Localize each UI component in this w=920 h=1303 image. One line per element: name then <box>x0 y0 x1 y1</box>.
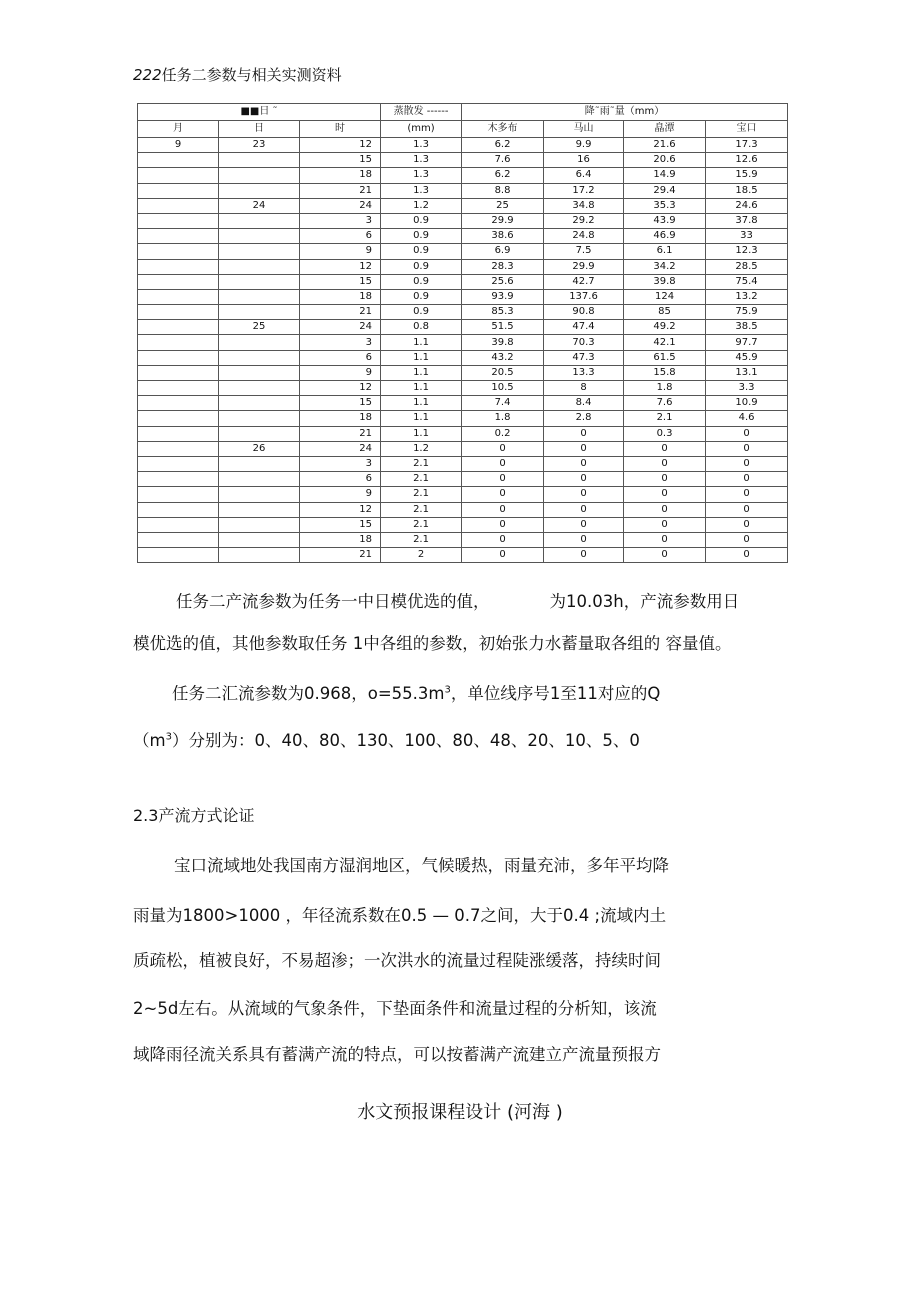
evap-cell: 0.9 <box>381 305 462 320</box>
table-row <box>138 350 788 365</box>
day-cell <box>219 411 300 426</box>
evap-cell: 0.9 <box>381 213 462 228</box>
hour-cell: 18 <box>300 289 381 304</box>
month-cell <box>138 532 219 547</box>
rainfall-cell: 0 <box>462 487 544 502</box>
rainfall-cell: 3.3 <box>706 381 788 396</box>
evap-cell: 2 <box>381 548 462 563</box>
text-segment: 为10.03h，产流参数用日 <box>549 592 740 611</box>
rainfall-cell: 37.8 <box>706 213 788 228</box>
table-row <box>138 472 788 487</box>
rainfall-cell: 25 <box>462 198 544 213</box>
table-row <box>138 381 788 396</box>
text-segment: 任务二汇流参数为0.968， <box>172 684 368 703</box>
table-row <box>138 274 788 289</box>
evap-cell: 1.1 <box>381 426 462 441</box>
header-evaporation: 蒸散发 ------ <box>381 104 462 121</box>
month-cell <box>138 502 219 517</box>
table-row <box>138 289 788 304</box>
rainfall-cell: 0 <box>462 502 544 517</box>
rainfall-cell: 93.9 <box>462 289 544 304</box>
rainfall-cell: 1.8 <box>462 411 544 426</box>
hour-cell: 6 <box>300 472 381 487</box>
rainfall-cell: 2.1 <box>624 411 706 426</box>
rainfall-cell: 0 <box>624 548 706 563</box>
rainfall-cell: 0 <box>706 502 788 517</box>
rainfall-cell: 0 <box>624 441 706 456</box>
rainfall-cell: 10.9 <box>706 396 788 411</box>
table-row <box>138 335 788 350</box>
evap-cell: 1.2 <box>381 441 462 456</box>
rainfall-cell: 61.5 <box>624 350 706 365</box>
rainfall-cell: 124 <box>624 289 706 304</box>
hour-cell: 24 <box>300 198 381 213</box>
day-cell <box>219 365 300 380</box>
text-segment: o=55.3m <box>367 684 445 703</box>
table-row <box>138 396 788 411</box>
paragraph-3-line-3: 质疏松，植被良好，不易超渗；一次洪水的流量过程陡涨缓落，持续时间 <box>133 951 661 970</box>
rainfall-cell: 8 <box>544 381 624 396</box>
rainfall-cell: 6.1 <box>624 244 706 259</box>
rainfall-cell: 33 <box>706 229 788 244</box>
hour-cell: 21 <box>300 183 381 198</box>
rainfall-cell: 49.2 <box>624 320 706 335</box>
day-cell <box>219 381 300 396</box>
day-cell <box>219 274 300 289</box>
day-cell <box>219 350 300 365</box>
rainfall-cell: 8.8 <box>462 183 544 198</box>
rainfall-cell: 0 <box>544 532 624 547</box>
rainfall-cell: 0 <box>462 532 544 547</box>
rainfall-cell: 6.2 <box>462 138 544 153</box>
rainfall-cell: 24.6 <box>706 198 788 213</box>
rainfall-cell: 1.8 <box>624 381 706 396</box>
rainfall-cell: 0 <box>544 502 624 517</box>
text-segment: （m <box>133 731 166 750</box>
superscript: 3 <box>444 684 451 696</box>
rainfall-cell: 38.6 <box>462 229 544 244</box>
hour-cell: 15 <box>300 274 381 289</box>
rainfall-cell: 25.6 <box>462 274 544 289</box>
day-cell <box>219 335 300 350</box>
rainfall-cell: 85 <box>624 305 706 320</box>
table-row <box>138 441 788 456</box>
month-cell <box>138 411 219 426</box>
hour-cell: 24 <box>300 441 381 456</box>
day-cell <box>219 487 300 502</box>
month-cell <box>138 168 219 183</box>
rainfall-cell: 28.5 <box>706 259 788 274</box>
evap-cell: 1.1 <box>381 411 462 426</box>
col-station: 宝口 <box>706 121 788 138</box>
hour-cell: 21 <box>300 426 381 441</box>
month-cell <box>138 274 219 289</box>
rainfall-cell: 0 <box>706 426 788 441</box>
month-cell <box>138 229 219 244</box>
rainfall-cell: 0 <box>544 487 624 502</box>
table-row <box>138 213 788 228</box>
rainfall-cell: 75.9 <box>706 305 788 320</box>
rainfall-cell: 29.2 <box>544 213 624 228</box>
rainfall-cell: 38.5 <box>706 320 788 335</box>
rainfall-cell: 0 <box>624 472 706 487</box>
rainfall-cell: 42.1 <box>624 335 706 350</box>
rainfall-cell: 0 <box>544 441 624 456</box>
day-cell <box>219 456 300 471</box>
rainfall-cell: 0 <box>706 517 788 532</box>
page-footer: 水文预报课程设计 (河海 ) <box>357 1102 563 1123</box>
evap-cell: 2.1 <box>381 517 462 532</box>
rainfall-cell: 16 <box>544 153 624 168</box>
month-cell <box>138 487 219 502</box>
month-cell <box>138 305 219 320</box>
rainfall-cell: 6.9 <box>462 244 544 259</box>
table-row <box>138 320 788 335</box>
rainfall-cell: 47.4 <box>544 320 624 335</box>
rainfall-cell: 51.5 <box>462 320 544 335</box>
evap-cell: 1.3 <box>381 168 462 183</box>
rainfall-cell: 15.8 <box>624 365 706 380</box>
table-row <box>138 198 788 213</box>
month-cell <box>138 153 219 168</box>
hour-cell: 9 <box>300 244 381 259</box>
rainfall-cell: 46.9 <box>624 229 706 244</box>
rainfall-cell: 42.7 <box>544 274 624 289</box>
rainfall-cell: 0 <box>544 548 624 563</box>
hour-cell: 21 <box>300 305 381 320</box>
rainfall-cell: 20.5 <box>462 365 544 380</box>
evap-cell: 1.1 <box>381 365 462 380</box>
rainfall-cell: 13.2 <box>706 289 788 304</box>
day-cell <box>219 289 300 304</box>
day-cell <box>219 259 300 274</box>
table-row <box>138 517 788 532</box>
rainfall-cell: 12.3 <box>706 244 788 259</box>
rainfall-cell: 0 <box>624 517 706 532</box>
hour-cell: 3 <box>300 213 381 228</box>
table-body <box>138 138 788 563</box>
rainfall-cell: 10.5 <box>462 381 544 396</box>
rainfall-cell: 29.9 <box>462 213 544 228</box>
rainfall-cell: 0 <box>462 472 544 487</box>
col-evap-unit: (mm) <box>381 121 462 138</box>
month-cell <box>138 320 219 335</box>
rainfall-cell: 0 <box>624 502 706 517</box>
table-row <box>138 548 788 563</box>
rainfall-cell: 43.9 <box>624 213 706 228</box>
evap-cell: 2.1 <box>381 532 462 547</box>
text-segment: ）分别为：0、40、80、130、100、80、48、20、10、5、0 <box>171 731 640 750</box>
rainfall-cell: 7.4 <box>462 396 544 411</box>
paragraph-1-line-2: 模优选的值，其他参数取任务 1中各组的参数，初始张力水蓄量取各组的 容量值。 <box>133 634 732 653</box>
hour-cell: 6 <box>300 229 381 244</box>
rainfall-cell: 7.5 <box>544 244 624 259</box>
rainfall-cell: 6.4 <box>544 168 624 183</box>
rainfall-cell: 137.6 <box>544 289 624 304</box>
evap-cell: 1.3 <box>381 138 462 153</box>
hour-cell: 21 <box>300 548 381 563</box>
day-cell <box>219 229 300 244</box>
rainfall-cell: 0.3 <box>624 426 706 441</box>
month-cell <box>138 350 219 365</box>
day-cell <box>219 472 300 487</box>
table-row <box>138 138 788 153</box>
rainfall-cell: 85.3 <box>462 305 544 320</box>
rainfall-cell: 0 <box>706 456 788 471</box>
day-cell <box>219 168 300 183</box>
rainfall-cell: 90.8 <box>544 305 624 320</box>
table-row <box>138 153 788 168</box>
table-header-row-1 <box>138 104 788 121</box>
rainfall-cell: 0 <box>624 532 706 547</box>
rainfall-cell: 13.3 <box>544 365 624 380</box>
month-cell <box>138 289 219 304</box>
evap-cell: 2.1 <box>381 456 462 471</box>
day-cell <box>219 426 300 441</box>
hour-cell: 15 <box>300 153 381 168</box>
evap-cell: 2.1 <box>381 472 462 487</box>
table-row <box>138 487 788 502</box>
evap-cell: 0.9 <box>381 229 462 244</box>
rainfall-cell: 14.9 <box>624 168 706 183</box>
month-cell <box>138 426 219 441</box>
month-cell <box>138 396 219 411</box>
hour-cell: 15 <box>300 396 381 411</box>
hour-cell: 18 <box>300 411 381 426</box>
paragraph-2-line-1 <box>172 680 660 704</box>
hour-cell: 15 <box>300 517 381 532</box>
table-header-row-2 <box>138 121 788 138</box>
month-cell <box>138 548 219 563</box>
month-cell <box>138 381 219 396</box>
day-cell: 24 <box>219 198 300 213</box>
rainfall-cell: 9.9 <box>544 138 624 153</box>
hour-cell: 9 <box>300 487 381 502</box>
day-cell <box>219 396 300 411</box>
day-cell <box>219 183 300 198</box>
evap-cell: 0.9 <box>381 274 462 289</box>
month-cell <box>138 259 219 274</box>
evap-cell: 1.2 <box>381 198 462 213</box>
rainfall-cell: 0 <box>462 456 544 471</box>
col-month: 月 <box>138 121 219 138</box>
day-cell <box>219 213 300 228</box>
paragraph-2-line-2 <box>133 727 640 751</box>
header-date: ■■日 ˜ <box>138 104 381 121</box>
day-cell: 25 <box>219 320 300 335</box>
rainfall-cell: 29.9 <box>544 259 624 274</box>
month-cell <box>138 335 219 350</box>
hour-cell: 3 <box>300 456 381 471</box>
rainfall-cell: 15.9 <box>706 168 788 183</box>
rainfall-cell: 12.6 <box>706 153 788 168</box>
hour-cell: 18 <box>300 532 381 547</box>
rainfall-cell: 0 <box>462 548 544 563</box>
day-cell <box>219 244 300 259</box>
paragraph-1-line-1 <box>176 588 739 612</box>
rainfall-cell: 29.4 <box>624 183 706 198</box>
rainfall-cell: 24.8 <box>544 229 624 244</box>
evap-cell: 2.1 <box>381 502 462 517</box>
rainfall-cell: 7.6 <box>624 396 706 411</box>
hour-cell: 18 <box>300 168 381 183</box>
hour-cell: 12 <box>300 381 381 396</box>
rainfall-cell: 97.7 <box>706 335 788 350</box>
month-cell <box>138 365 219 380</box>
rainfall-cell: 34.8 <box>544 198 624 213</box>
table-row <box>138 168 788 183</box>
month-cell <box>138 198 219 213</box>
month-cell <box>138 183 219 198</box>
rainfall-cell: 0 <box>544 517 624 532</box>
month-cell <box>138 213 219 228</box>
rainfall-cell: 0 <box>544 472 624 487</box>
evap-cell: 1.3 <box>381 153 462 168</box>
rainfall-cell: 17.2 <box>544 183 624 198</box>
day-cell: 23 <box>219 138 300 153</box>
rainfall-cell: 6.2 <box>462 168 544 183</box>
rainfall-cell: 7.6 <box>462 153 544 168</box>
evap-cell: 0.9 <box>381 259 462 274</box>
evap-cell: 1.3 <box>381 183 462 198</box>
table-row <box>138 244 788 259</box>
heading-2-3: 2.3产流方式论证 <box>133 806 255 825</box>
paragraph-3-line-5: 域降雨径流关系具有蓄满产流的特点，可以按蓄满产流建立产流量预报方 <box>133 1045 661 1064</box>
table-row <box>138 259 788 274</box>
month-cell <box>138 472 219 487</box>
table-row <box>138 411 788 426</box>
rainfall-cell: 28.3 <box>462 259 544 274</box>
evap-cell: 1.1 <box>381 396 462 411</box>
rainfall-cell: 34.2 <box>624 259 706 274</box>
evap-cell: 1.1 <box>381 350 462 365</box>
rainfall-cell: 17.3 <box>706 138 788 153</box>
evap-cell: 1.1 <box>381 335 462 350</box>
hour-cell: 12 <box>300 259 381 274</box>
evap-cell: 0.8 <box>381 320 462 335</box>
text-segment: 任务二产流参数为任务一中日模优选的值， <box>176 592 490 611</box>
evap-cell: 0.9 <box>381 244 462 259</box>
superscript: 3 <box>165 731 172 743</box>
section-number: 222 <box>133 66 162 84</box>
evap-cell: 0.9 <box>381 289 462 304</box>
rainfall-cell: 0 <box>624 456 706 471</box>
evap-cell: 2.1 <box>381 487 462 502</box>
col-station: 马山 <box>544 121 624 138</box>
rainfall-cell: 0 <box>462 517 544 532</box>
hour-cell: 24 <box>300 320 381 335</box>
rainfall-cell: 43.2 <box>462 350 544 365</box>
table-row <box>138 426 788 441</box>
rainfall-cell: 0 <box>706 548 788 563</box>
hour-cell: 9 <box>300 365 381 380</box>
rainfall-cell: 21.6 <box>624 138 706 153</box>
month-cell <box>138 517 219 532</box>
rainfall-cell: 0 <box>706 441 788 456</box>
day-cell: 26 <box>219 441 300 456</box>
hour-cell: 6 <box>300 350 381 365</box>
rainfall-cell: 70.3 <box>544 335 624 350</box>
header-rainfall: 降˜雨˜量（mm） <box>462 104 788 121</box>
paragraph-3-line-1: 宝口流域地处我国南方湿润地区，气候暖热，雨量充沛，多年平均降 <box>174 856 669 875</box>
day-cell <box>219 532 300 547</box>
rainfall-cell: 0 <box>706 472 788 487</box>
hour-cell: 3 <box>300 335 381 350</box>
rainfall-cell: 0 <box>544 456 624 471</box>
rainfall-cell: 0 <box>624 487 706 502</box>
rainfall-cell: 0.2 <box>462 426 544 441</box>
month-cell: 9 <box>138 138 219 153</box>
evap-cell: 1.1 <box>381 381 462 396</box>
col-station: 皛潭 <box>624 121 706 138</box>
month-cell <box>138 456 219 471</box>
day-cell <box>219 548 300 563</box>
day-cell <box>219 153 300 168</box>
paragraph-3-line-2: 雨量为1800>1000 ，年径流系数在0.5 — 0.7之间，大于0.4 ;流域内土 <box>133 906 667 925</box>
rainfall-cell: 45.9 <box>706 350 788 365</box>
hour-cell: 12 <box>300 138 381 153</box>
col-hour: 时 <box>300 121 381 138</box>
rainfall-evaporation-table <box>137 103 788 563</box>
rainfall-cell: 13.1 <box>706 365 788 380</box>
section-title-text: 任务二参数与相关实测资料 <box>161 66 342 84</box>
table-row <box>138 305 788 320</box>
rainfall-cell: 39.8 <box>624 274 706 289</box>
rainfall-cell: 39.8 <box>462 335 544 350</box>
section-title <box>133 64 342 85</box>
day-cell <box>219 305 300 320</box>
table-row <box>138 532 788 547</box>
table-row <box>138 183 788 198</box>
rainfall-cell: 0 <box>706 487 788 502</box>
text-segment: ，单位线序号1至11对应的Q <box>450 684 661 703</box>
rainfall-cell: 75.4 <box>706 274 788 289</box>
rainfall-cell: 20.6 <box>624 153 706 168</box>
day-cell <box>219 502 300 517</box>
table-row <box>138 365 788 380</box>
rainfall-cell: 8.4 <box>544 396 624 411</box>
rainfall-cell: 2.8 <box>544 411 624 426</box>
rainfall-cell: 0 <box>462 441 544 456</box>
rainfall-cell: 0 <box>544 426 624 441</box>
paragraph-3-line-4: 2~5d左右。从流域的气象条件，下垫面条件和流量过程的分析知，该流 <box>133 999 657 1018</box>
col-station: 木多布 <box>462 121 544 138</box>
month-cell <box>138 244 219 259</box>
month-cell <box>138 441 219 456</box>
rainfall-cell: 0 <box>706 532 788 547</box>
table-row <box>138 229 788 244</box>
col-day: 日 <box>219 121 300 138</box>
day-cell <box>219 517 300 532</box>
table-row <box>138 456 788 471</box>
table-row <box>138 502 788 517</box>
rainfall-cell: 4.6 <box>706 411 788 426</box>
rainfall-cell: 35.3 <box>624 198 706 213</box>
hour-cell: 12 <box>300 502 381 517</box>
rainfall-cell: 18.5 <box>706 183 788 198</box>
rainfall-cell: 47.3 <box>544 350 624 365</box>
